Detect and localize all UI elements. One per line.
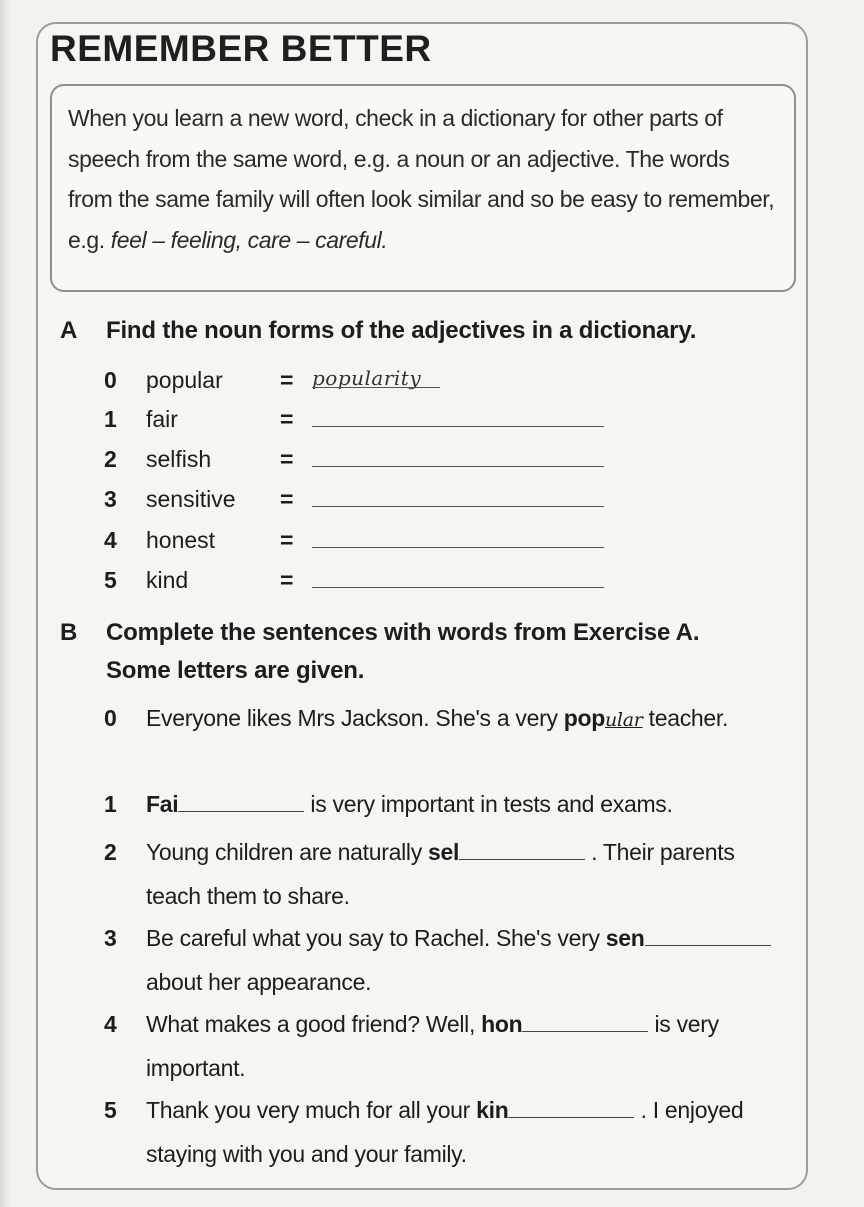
answer-blank[interactable] [312,466,604,467]
answer-blank[interactable] [645,923,771,946]
filled-answer: ular [605,709,643,731]
exercise-b-item-1: 1 Fai is very important in tests and exams. [104,791,673,817]
exercise-b-heading: B Complete the sentences with words from Exercise A. Some letters are given. [60,619,700,684]
exercise-a-item-5: 5 kind = [104,561,624,599]
tip-example-2: care – careful. [247,226,388,253]
exercise-b-item-5: 5 Thank you very much for all your kin . I enjoyed staying with you and your family. [104,1097,744,1167]
answer-blank[interactable] [312,426,604,427]
tip-box [50,84,796,292]
answer-blank[interactable] [178,789,304,812]
exercise-b-item-4: 4 What makes a good friend? Well, hon is very important. [104,1011,719,1081]
answer-blank[interactable] [459,837,585,860]
answer-blank[interactable] [312,547,604,548]
page-edge-shadow [0,0,10,1207]
answer-blank[interactable] [312,587,604,588]
answer-line [312,387,440,388]
exercise-a-item-4: 4 honest = [104,521,624,559]
exercise-b-item-0: 0 Everyone likes Mrs Jackson. She's a very popular teacher. [104,705,729,731]
answer-blank[interactable] [508,1095,634,1118]
answer-blank[interactable] [312,506,604,507]
answer-blank[interactable] [522,1009,648,1032]
tip-example-1: feel – feeling, [110,226,242,253]
exercise-b-item-2: 2 Young children are naturally sel . Their parents teach them to share. [104,839,735,909]
tip-text: When you learn a new word, check in a dictionary for other parts of speech from the same word, e.g. a noun or an adjective. The words from the same family will often look similar and so be easy to remember, e.g. feel – feeling, care – careful. [68,105,775,253]
section-title: REMEMBER BETTER [50,28,432,69]
exercise-a-item-1: 1 fair = [104,400,624,438]
exercise-a-item-2: 2 selfish = [104,440,624,478]
exercise-a-heading: A Find the noun forms of the adjectives in a dictionary. [60,317,697,344]
exercise-a-item-3: 3 sensitive = [104,480,624,518]
exercise-b-item-3: 3 Be careful what you say to Rachel. She's very sen about her appearance. [104,916,794,1004]
exercise-a-item-0: 0 popular = popularity [104,361,624,399]
answer-text: popularity [312,366,422,390]
